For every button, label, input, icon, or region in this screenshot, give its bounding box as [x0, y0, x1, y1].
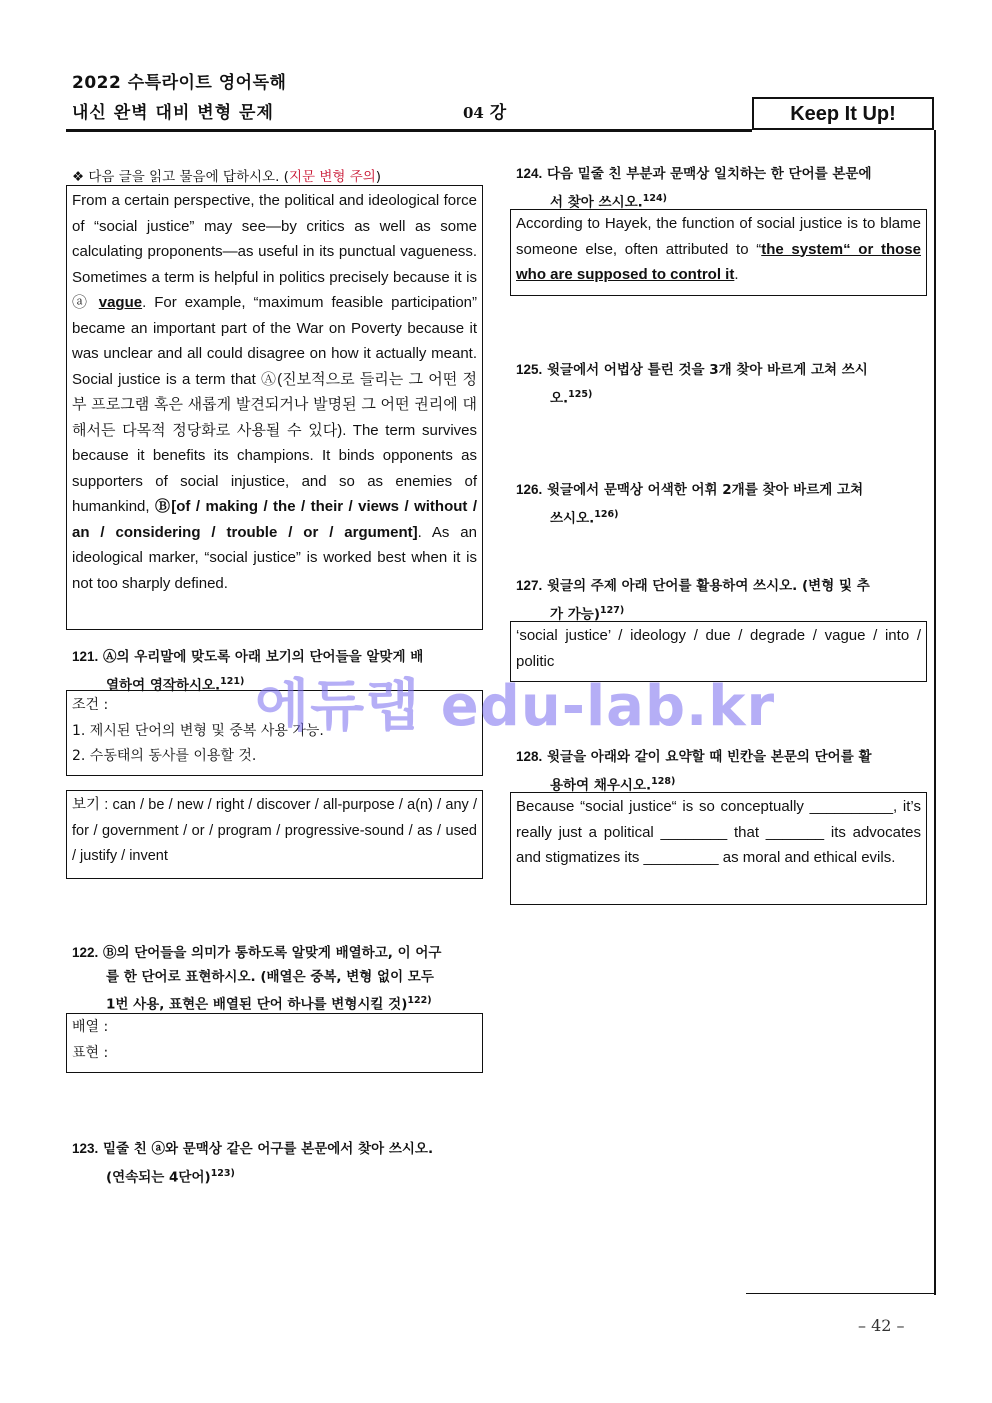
question-text-cont: 를 한 단어로 표현하시오. (배열은 중복, 변형 없이 모두 [106, 968, 434, 985]
question-127 [516, 574, 922, 627]
question-number: 122. [72, 945, 99, 960]
question-text-cont: 열하여 영작하시오. [106, 677, 221, 693]
question-number: 127. [516, 578, 543, 593]
question-text: 윗글의 주제 아래 단어를 활용하여 쓰시오. (변형 및 추 [542, 578, 870, 594]
question-text-cont: 오. [550, 390, 569, 406]
passage-text-2: . For example, “maximum feasible participation” became an important part of the War on Poverty because it was unclear and all could disagree on how it actually meant. Social justice is a term that Ⓐ(진보적으로 들리는 그 어떤 정부 프로그램 혹은 새롭게 발견되거나 발명된 그 어떤 권리에 대해서든 다목적 정당화로 사용될 수 있다). The term survives because it benefits its champions. It binds opponents as supporters of social injustice, and so as enemies of humankind, [72, 294, 477, 515]
question-text-cont: 쓰시오. [550, 510, 595, 526]
footnote-ref: 122) [407, 995, 432, 1006]
right-border-rule [934, 130, 936, 1295]
conditions-title: 조건 : [72, 697, 109, 713]
lesson-number: 04 [463, 104, 484, 122]
footnote-ref: 128) [651, 775, 676, 787]
question-text: 윗글에서 문맥상 어색한 어휘 2개를 찾아 바르게 고쳐 [542, 482, 864, 498]
lesson-suffix: 강 [489, 103, 507, 123]
question-number: 126. [516, 482, 543, 497]
question-124 [516, 162, 922, 215]
question-number: 121. [72, 649, 99, 664]
question-text: Ⓐ의 우리말에 맞도록 아래 보기의 단어들을 알맞게 배 [98, 649, 424, 665]
passage-bracket-b: Ⓑ[of / making / the / their / views / without / an / considering / trouble / or / argument] [72, 498, 477, 541]
summary-box-128[interactable]: Because “social justice“ is so conceptually __________, it’s really just a political ________ that _______ its advocates and stigmatizes its _________ as moral and ethical evils. [510, 792, 927, 905]
question-text-cont: (연속되는 4단어) [106, 1169, 211, 1185]
question-number: 128. [516, 749, 543, 764]
passage-text-3: . As an ideological marker, “social justice” is worked best when it is not too sharply defined. [72, 523, 477, 592]
footer-rule [746, 1293, 936, 1294]
condition-1: 1. 제시된 단어의 변형 및 중복 사용 가능. [72, 722, 324, 739]
question-number: 124. [516, 166, 543, 181]
condition-2: 2. 수동태의 동사를 이용할 것. [72, 748, 257, 764]
word-bank-box: 보기 : can / be / new / right / discover / all-purpose / a(n) / any / for / government / or / program / progressive-sound / as / used / justify / invent [66, 790, 483, 879]
answer-box-122[interactable] [66, 1013, 483, 1073]
sentence-end: . [734, 266, 739, 283]
question-number: 123. [72, 1141, 99, 1156]
footnote-ref: 126) [594, 508, 619, 520]
footnote-ref: 124) [642, 192, 667, 204]
footnote-ref: 125) [568, 388, 593, 400]
page-number: – 42 – [858, 1316, 905, 1335]
passage-text-1: From a certain perspective, the political and ideological force of “social justice” may see—by critics as well as some calculating proponents—as useful in its punctual vagueness. Sometimes a term is helpful in politics precisely because it is ⓐ [72, 192, 477, 311]
footnote-ref: 127) [600, 604, 625, 616]
sentence-box-124 [510, 209, 927, 296]
word-box-127: ‘social justice’ / ideology / due / degrade / vague / into / politic [510, 621, 927, 682]
question-number: 125. [516, 362, 543, 377]
question-126 [516, 478, 922, 531]
question-text-cont: 1번 사용, 표현은 배열된 단어 하나를 변형시킬 것) [106, 996, 408, 1013]
footnote-ref: 123) [210, 1167, 235, 1179]
question-text: 밑줄 친 ⓐ와 문맥상 같은 어구를 본문에서 찾아 쓰시오. [98, 1141, 434, 1157]
instruction-suffix: ) [375, 169, 382, 185]
watermark: 에듀랩 edu-lab.kr [255, 674, 776, 739]
keep-it-up-badge: Keep It Up! [752, 97, 934, 130]
question-122 [72, 941, 478, 1017]
book-title: 2022 수특라이트 영어독해 [72, 73, 287, 93]
question-128 [516, 745, 922, 798]
question-text-cont: 가 가능) [550, 606, 600, 622]
question-123 [72, 1137, 478, 1190]
question-text: 윗글에서 어법상 틀린 것을 3개 찾아 바르게 고쳐 쓰시 [542, 362, 868, 378]
question-text: 윗글을 아래와 같이 요약할 때 빈칸을 본문의 단어를 활 [542, 749, 872, 765]
header-rule [66, 129, 752, 132]
question-text: Ⓑ의 단어들을 의미가 통하도록 알맞게 배열하고, 이 어구 [98, 945, 442, 961]
sentence-text: According to Hayek, the function of social justice is to blame someone else, often attributed to “ [516, 215, 921, 258]
question-125 [516, 358, 922, 411]
underlined-phrase: the system“ or those who are supposed to control it [516, 240, 921, 283]
instruction-warning: 지문 변형 주의 [288, 169, 376, 185]
passage-underlined-vague: vague [98, 294, 143, 311]
question-text-cont: 서 찾아 쓰시오. [550, 194, 643, 210]
instruction-prefix: ❖ 다음 글을 읽고 물음에 답하시오. ( [72, 169, 289, 185]
expression-label: 표현 : [72, 1044, 109, 1061]
lesson-label [463, 98, 506, 123]
arrangement-label: 배열 : [72, 1019, 109, 1035]
passage-box [66, 185, 483, 630]
question-text-cont: 용하여 채우시오. [550, 777, 652, 793]
instruction [72, 165, 381, 185]
question-text: 다음 밑줄 친 부분과 문맥상 일치하는 한 단어를 본문에 [542, 166, 872, 182]
exam-subtitle: 내신 완벽 대비 변형 문제 [72, 103, 274, 123]
footnote-ref: 121) [220, 675, 245, 687]
